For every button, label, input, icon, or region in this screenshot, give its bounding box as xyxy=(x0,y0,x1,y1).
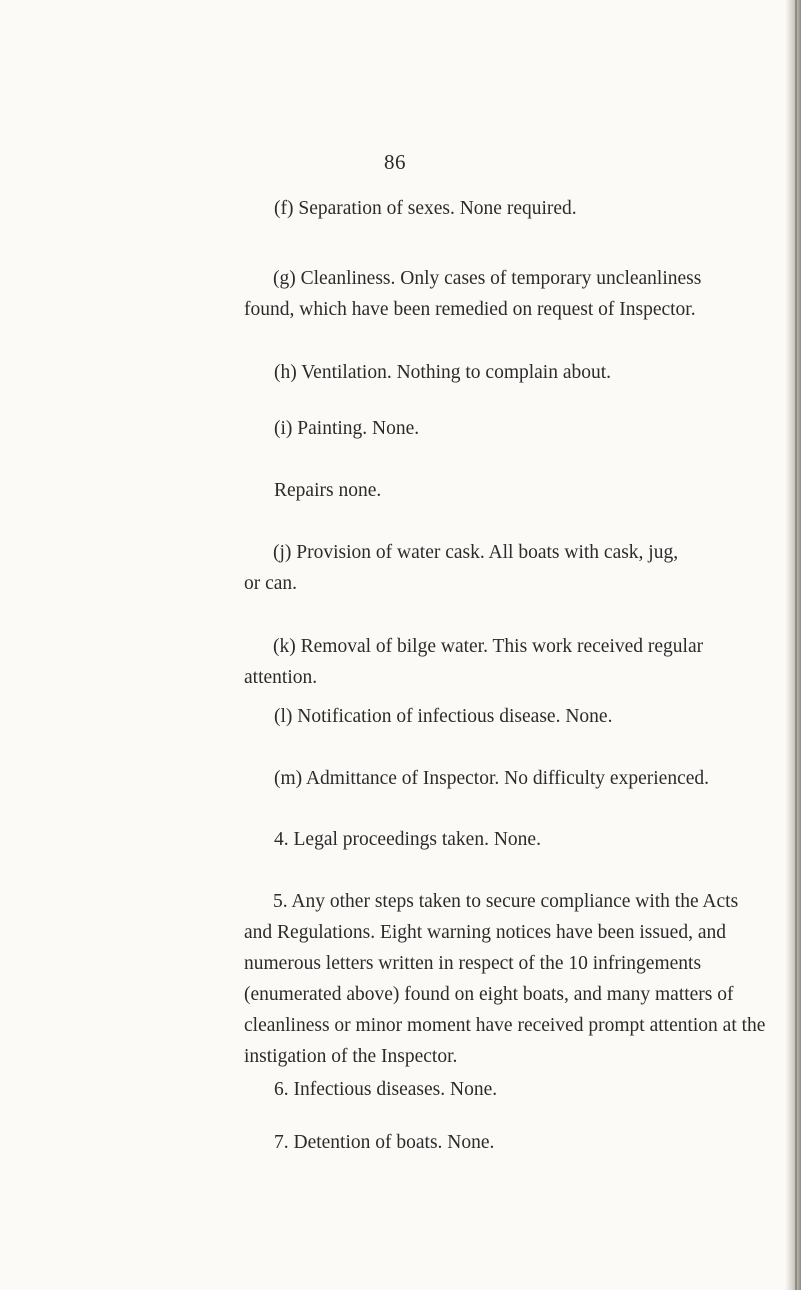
paragraph-l-notification xyxy=(274,701,612,732)
paragraph-4-legal xyxy=(274,824,541,855)
page-number: 86 xyxy=(384,150,406,174)
text-line: (m) Admittance of Inspector. No difficulty experienced. xyxy=(274,768,709,789)
text-line: (enumerated above) found on eight boats, and many matters of xyxy=(244,984,734,1005)
paragraph-7-detention xyxy=(274,1127,494,1158)
text-line: 6. Infectious diseases. None. xyxy=(274,1079,498,1100)
paragraph-k-bilge-water xyxy=(244,631,703,693)
paragraph-m-admittance xyxy=(274,763,709,794)
page-edge-shadow xyxy=(785,0,801,1290)
paragraph-f-separation xyxy=(274,193,577,224)
text-line: 4. Legal proceedings taken. None. xyxy=(274,829,541,850)
text-line: Repairs none. xyxy=(274,480,382,501)
text-line: (i) Painting. None. xyxy=(274,418,420,439)
text-line: attention. xyxy=(244,667,318,688)
text-line: 7. Detention of boats. None. xyxy=(274,1132,495,1153)
page-edge-line xyxy=(795,0,797,1290)
text-line: (f) Separation of sexes. None required. xyxy=(274,198,577,219)
text-line: (j) Provision of water cask. All boats with cask, jug, xyxy=(273,542,679,563)
text-line: and Regulations. Eight warning notices have been issued, and xyxy=(244,922,726,943)
paragraph-h-ventilation xyxy=(274,357,611,388)
text-line: numerous letters written in respect of the 10 infringements xyxy=(244,953,702,974)
text-line: 5. Any other steps taken to secure compliance with the Acts xyxy=(273,891,739,912)
paragraph-5-other-steps xyxy=(244,886,765,1072)
text-line: (g) Cleanliness. Only cases of temporary uncleanliness xyxy=(273,268,702,289)
text-line: found, which have been remedied on request of Inspector. xyxy=(244,299,696,320)
paragraph-6-infectious xyxy=(274,1074,497,1105)
paragraph-g-cleanliness xyxy=(244,263,701,325)
paragraph-repairs xyxy=(274,475,381,506)
paragraph-j-water-cask xyxy=(244,537,678,599)
text-line: or can. xyxy=(244,573,298,594)
text-line: instigation of the Inspector. xyxy=(244,1046,458,1067)
text-line: cleanliness or minor moment have received prompt attention at the xyxy=(244,1015,766,1036)
paragraph-i-painting xyxy=(274,413,419,444)
text-line: (k) Removal of bilge water. This work received regular xyxy=(273,636,704,657)
text-line: (l) Notification of infectious disease. None. xyxy=(274,706,613,727)
text-line: (h) Ventilation. Nothing to complain about. xyxy=(274,362,612,383)
